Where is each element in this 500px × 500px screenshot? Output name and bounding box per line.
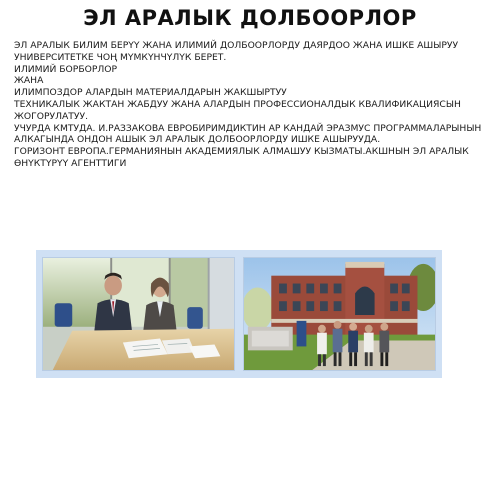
- paragraph-line: ЭЛ АРАЛЫК БИЛИМ БЕРҮҮ ЖАНА ИЛИМИЙ ДОЛБООРЛОРДУ ДАЯРДОО ЖАНА ИШКЕ АШЫРУУ УНИВЕРСИТЕТКЕ ЧОҢ МҮМКҮНЧҮЛҮК БЕРЕТ.: [14, 40, 459, 63]
- paragraph-line: ИЛИМИЙ БОРБОРЛОР: [14, 63, 118, 75]
- paragraph-line: ТЕХНИКАЛЫК ЖАКТАН ЖАБДУУ ЖАНА АЛАРДЫН ПРОФЕССИОНАЛДЫК КВАЛИФИКАЦИЯСЫН ЖОГОРУЛАТУУ.: [14, 98, 461, 122]
- body-text: [14, 40, 486, 170]
- signing-meeting-photo: [42, 257, 235, 371]
- paragraph-line: УЧУРДА КМТУДА. И.РАЗЗАКОВА ЕВРОБИРИМДИКТИН АР КАНДАЙ ЭРАЗМУС ПРОГРАММАЛАРЫНЫН АЛКАГЫНДА ОНДОН АШЫК ЭЛ АРАЛЫК ДОЛБООРЛОРДУ ИШКЕ АШЫРУУДА.: [14, 122, 482, 146]
- paragraph-line: ИЛИМПОЗДОР АЛАРДЫН МАТЕРИАЛДАРЫН ЖАКШЫРТУУ: [14, 87, 287, 99]
- signing-meeting-image: [43, 258, 234, 370]
- photo-strip: [36, 250, 442, 378]
- university-group-photo: [243, 257, 436, 371]
- page-title: ЭЛ АРАЛЫК ДОЛБООРЛОР: [83, 6, 417, 30]
- paragraph-line: ЖАНА: [14, 75, 44, 87]
- university-building-image: [244, 258, 435, 370]
- paragraph-line: ГОРИЗОНТ ЕВРОПА.ГЕРМАНИЯНЫН АКАДЕМИЯЛЫК АЛМАШУУ КЫЗМАТЫ.АКШНЫН ЭЛ АРАЛЫК ӨНҮКТҮРҮҮ АГЕНТТИГИ: [14, 146, 469, 169]
